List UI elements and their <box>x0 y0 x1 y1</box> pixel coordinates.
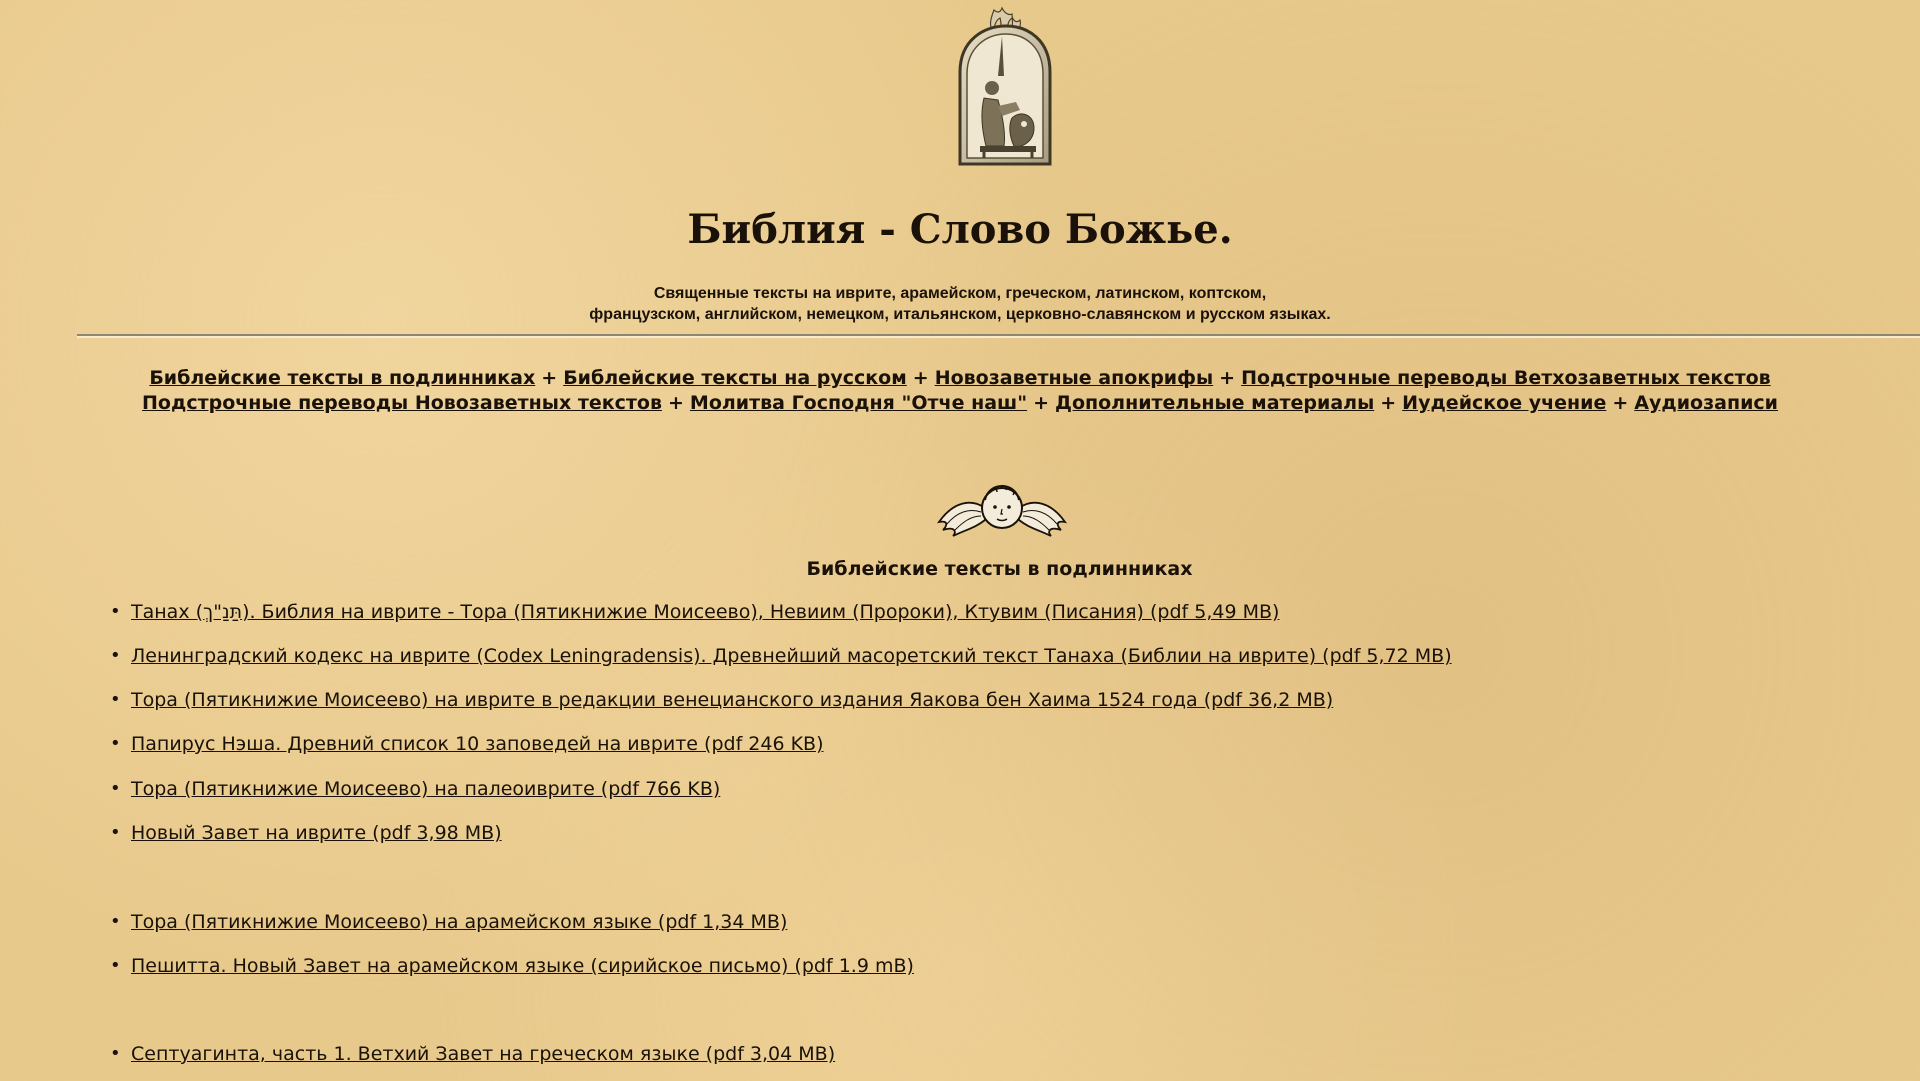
bullet-icon: • <box>110 645 121 666</box>
bullet-icon: • <box>110 911 121 932</box>
bullet-icon: • <box>110 689 121 710</box>
list-item-link[interactable]: Танах (תַּנַ"ךְ). Библия на иврите - Тора (Пятикнижие Моисеево), Невиим (Пророки), Ктувим (Писания) (pdf 5,49 MB) <box>131 601 1280 623</box>
nav-link-ot-interlinear[interactable]: Подстрочные переводы Ветхозаветных текстов <box>1241 367 1771 389</box>
nav-separator: + <box>1612 392 1629 414</box>
list-item-link[interactable]: Тора (Пятикнижие Моисеево) на арамейском языке (pdf 1,34 MB) <box>131 911 788 933</box>
nav-link-apocrypha[interactable]: Новозаветные апокрифы <box>934 367 1214 389</box>
main-navigation <box>0 366 1920 416</box>
bullet-icon: • <box>110 822 121 843</box>
list-item-link[interactable]: Тора (Пятикнижие Моисеево) на иврите в редакции венецианского издания Яакова бен Хаима 1524 года (pdf 36,2 MB) <box>131 689 1334 711</box>
list-item-link[interactable]: Тора (Пятикнижие Моисеево) на палеоиврите (pdf 766 KB) <box>131 778 721 800</box>
nav-link-audio[interactable]: Аудиозаписи <box>1634 392 1778 414</box>
nav-separator: + <box>667 392 684 414</box>
list-item-link[interactable]: Ленинградский кодекс на иврите (Codex Leningradensis). Древнейший масоретский текст Танаха (Библии на иврите) (pdf 5,72 MB) <box>131 645 1452 667</box>
nav-link-lords-prayer[interactable]: Молитва Господня "Отче наш" <box>689 392 1028 414</box>
nav-link-judaic[interactable]: Иудейское учение <box>1402 392 1607 414</box>
nav-separator: + <box>541 367 558 389</box>
bullet-icon: • <box>110 955 121 976</box>
nav-link-additional[interactable]: Дополнительные материалы <box>1055 392 1375 414</box>
list-item-link[interactable]: Новый Завет на иврите (pdf 3,98 MB) <box>131 822 502 844</box>
scribe-seal-icon <box>950 6 1060 168</box>
page-subtitle <box>0 283 1920 325</box>
subtitle-line-2: французском, английском, немецком, итальянском, церковно-славянском и русском языках. <box>589 306 1331 323</box>
winged-cherub-icon <box>935 478 1069 540</box>
nav-separator: + <box>1219 367 1236 389</box>
nav-row-1 <box>0 366 1920 391</box>
bullet-icon: • <box>110 601 121 622</box>
horizontal-divider <box>77 334 1920 338</box>
bullet-icon: • <box>110 1043 121 1064</box>
nav-separator: + <box>1380 392 1397 414</box>
nav-separator: + <box>912 367 929 389</box>
nav-row-2 <box>0 391 1920 416</box>
page-title: Библия - Слово Божье. <box>687 206 1233 253</box>
list-item-link[interactable]: Септуагинта, часть 1. Ветхий Завет на греческом языке (pdf 3,04 MB) <box>131 1043 836 1065</box>
nav-link-russian[interactable]: Библейские тексты на русском <box>563 367 907 389</box>
nav-link-nt-interlinear[interactable]: Подстрочные переводы Новозаветных текстов <box>142 392 662 414</box>
list-item-link[interactable]: Папирус Нэша. Древний список 10 заповедей на иврите (pdf 246 KB) <box>131 733 824 755</box>
bullet-icon: • <box>110 778 121 799</box>
nav-link-originals[interactable]: Библейские тексты в подлинниках <box>149 367 536 389</box>
list-item-link[interactable]: Пешитта. Новый Завет на арамейском языке (сирийское письмо) (pdf 1.9 mB) <box>131 955 914 977</box>
subtitle-line-1: Священные тексты на иврите, арамейском, греческом, латинском, коптском, <box>653 285 1267 302</box>
nav-separator: + <box>1033 392 1050 414</box>
section-title: Библейские тексты в подлинниках <box>806 558 1193 580</box>
bullet-icon: • <box>110 733 121 754</box>
